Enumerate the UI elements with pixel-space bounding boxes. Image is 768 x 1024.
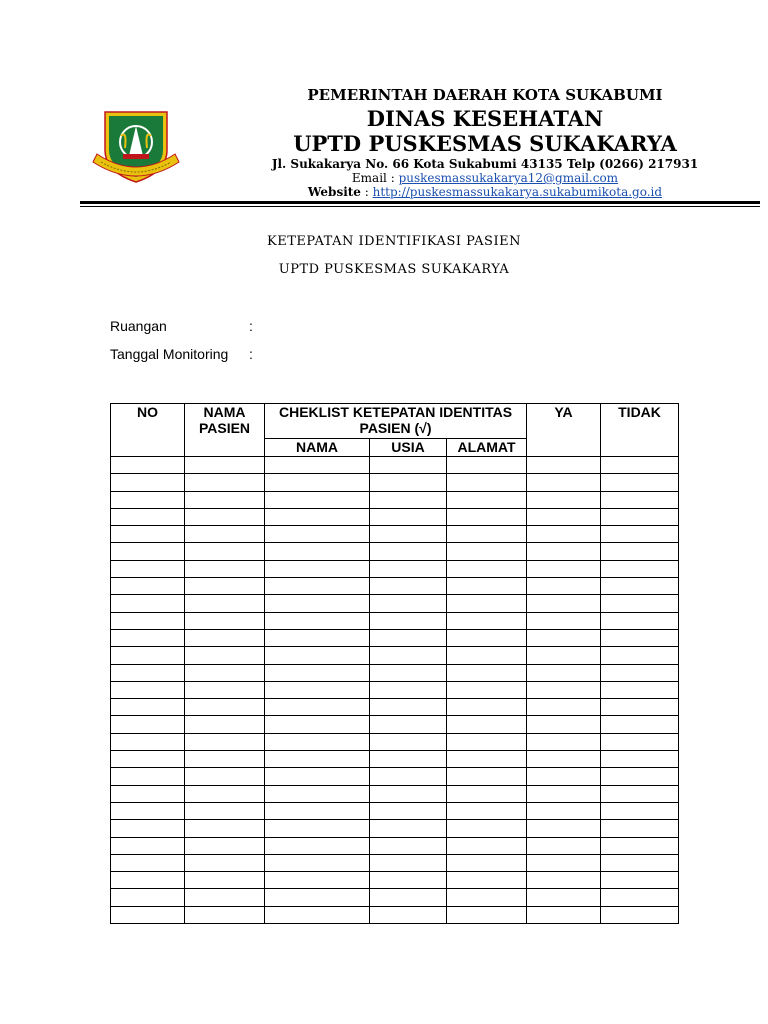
table-cell [185,647,265,664]
table-cell [265,681,370,698]
table-cell [111,508,185,525]
table-cell [447,768,527,785]
table-cell [185,699,265,716]
table-row [111,768,679,785]
document-subtitle: UPTD PUSKESMAS SUKAKARYA [278,262,510,277]
table-row [111,491,679,508]
table-cell [601,733,679,750]
table-cell [111,681,185,698]
table-cell [527,785,601,802]
table-cell [265,751,370,768]
table-cell [447,560,527,577]
table-cell [111,820,185,837]
table-cell [111,526,185,543]
table-cell [370,647,447,664]
table-cell [447,595,527,612]
table-cell [185,733,265,750]
table-cell [111,872,185,889]
table-cell [447,526,527,543]
table-cell [370,872,447,889]
table-cell [601,647,679,664]
table-cell [370,612,447,629]
table-cell [265,664,370,681]
table-cell [370,629,447,646]
header-divider-thin [80,206,760,207]
table-cell [370,681,447,698]
table-cell [447,751,527,768]
table-cell [370,699,447,716]
table-cell [447,837,527,854]
table-cell [527,854,601,871]
table-cell [265,629,370,646]
table-row [111,629,679,646]
table-cell [447,578,527,595]
table-cell [527,474,601,491]
table-cell [447,733,527,750]
field-label-tanggal-monitoring: Tanggal Monitoring [110,346,229,362]
table-cell [601,802,679,819]
table-cell [447,474,527,491]
table-cell [185,820,265,837]
table-cell [185,716,265,733]
table-cell [185,751,265,768]
table-cell [265,578,370,595]
table-cell [527,647,601,664]
table-cell [185,854,265,871]
table-cell [111,457,185,474]
table-cell [527,578,601,595]
table-row [111,578,679,595]
table-row [111,543,679,560]
table-cell [601,457,679,474]
table-cell [185,595,265,612]
table-cell [185,872,265,889]
table-cell [111,629,185,646]
table-cell [111,751,185,768]
email-link[interactable]: puskesmassukakarya12@gmail.com [398,171,619,185]
table-cell [111,543,185,560]
table-cell [265,508,370,525]
field-separator-ruangan: : [249,318,253,334]
table-cell [185,681,265,698]
table-row [111,560,679,577]
table-cell [265,802,370,819]
email-line [250,171,720,185]
department-name: DINAS KESEHATAN [366,106,604,131]
table-cell [527,889,601,906]
table-cell [370,491,447,508]
table-row [111,681,679,698]
table-cell [370,457,447,474]
table-cell [370,785,447,802]
header-no: NO [111,404,185,457]
table-cell [185,889,265,906]
table-cell [185,768,265,785]
table-cell [601,716,679,733]
table-row [111,699,679,716]
table-cell [527,768,601,785]
table-cell [370,820,447,837]
table-cell [370,854,447,871]
table-cell [370,543,447,560]
table-cell [111,733,185,750]
table-cell [111,854,185,871]
table-cell [265,560,370,577]
table-cell [601,508,679,525]
table-cell [265,733,370,750]
header-nama-pasien: NAMA PASIEN [185,404,265,457]
monitoring-table [110,403,679,924]
table-cell [601,889,679,906]
table-row [111,837,679,854]
table-cell [447,785,527,802]
subheader-nama: NAMA [265,439,370,457]
table-cell [370,664,447,681]
table-cell [370,526,447,543]
website-label: Website [307,185,361,199]
table-cell [265,837,370,854]
table-row [111,854,679,871]
table-cell [527,508,601,525]
table-cell [370,751,447,768]
table-cell [370,595,447,612]
table-cell [447,906,527,923]
field-label-ruangan: Ruangan [110,318,167,334]
table-cell [185,906,265,923]
table-cell [601,854,679,871]
website-link[interactable]: http://puskesmassukakarya.sukabumikota.go.id [372,185,663,199]
table-cell [185,578,265,595]
table-cell [111,491,185,508]
table-cell [370,508,447,525]
table-cell [111,595,185,612]
table-cell [265,526,370,543]
table-cell [447,872,527,889]
table-cell [265,820,370,837]
table-cell [527,837,601,854]
table-cell [601,785,679,802]
table-row [111,906,679,923]
table-cell [527,543,601,560]
table-cell [527,733,601,750]
table-cell [111,647,185,664]
table-row [111,508,679,525]
header-checklist: CHEKLIST KETEPATAN IDENTITAS PASIEN (√) [265,404,527,439]
kota-sukabumi-crest-icon [91,104,181,188]
table-cell [185,837,265,854]
header-divider-thick [80,201,760,204]
table-cell [447,854,527,871]
table-cell [527,629,601,646]
table-cell [601,768,679,785]
table-cell [447,681,527,698]
table-row [111,820,679,837]
table-cell [527,802,601,819]
table-cell [111,802,185,819]
table-cell [185,560,265,577]
table-cell [265,612,370,629]
table-cell [185,612,265,629]
table-cell [265,699,370,716]
table-cell [265,595,370,612]
table-cell [527,906,601,923]
table-cell [601,872,679,889]
subheader-usia: USIA [370,439,447,457]
table-row [111,474,679,491]
table-cell [601,612,679,629]
table-cell [601,699,679,716]
government-name: PEMERINTAH DAERAH KOTA SUKABUMI [307,86,663,104]
table-cell [601,491,679,508]
table-row [111,733,679,750]
table-cell [370,578,447,595]
table-cell [185,629,265,646]
table-cell [601,837,679,854]
table-cell [601,595,679,612]
table-cell [601,474,679,491]
table-cell [447,889,527,906]
table-cell [370,733,447,750]
table-cell [111,612,185,629]
table-cell [601,526,679,543]
table-cell [185,491,265,508]
table-cell [527,699,601,716]
table-cell [265,854,370,871]
table-cell [601,560,679,577]
table-cell [527,595,601,612]
table-cell [527,664,601,681]
table-cell [265,906,370,923]
table-cell [185,802,265,819]
table-row [111,612,679,629]
website-separator: : [360,185,373,199]
table-row [111,595,679,612]
table-cell [601,681,679,698]
table-row [111,872,679,889]
table-body [111,457,679,924]
table-row [111,751,679,768]
table-cell [527,612,601,629]
table-cell [370,560,447,577]
table-cell [447,699,527,716]
table-cell [111,474,185,491]
table-cell [601,906,679,923]
table-cell [370,716,447,733]
table-cell [265,647,370,664]
table-cell [111,785,185,802]
table-cell [370,768,447,785]
table-cell [265,457,370,474]
table-cell [111,560,185,577]
table-cell [265,716,370,733]
field-separator-tanggal-monitoring: : [249,346,253,362]
table-cell [447,647,527,664]
document-title: KETEPATAN IDENTIFIKASI PASIEN [267,234,521,249]
table-cell [447,457,527,474]
institution-name: UPTD PUSKESMAS SUKAKARYA [293,131,677,156]
table-cell [265,768,370,785]
table-row [111,457,679,474]
table-cell [447,491,527,508]
table-row [111,785,679,802]
table-cell [601,751,679,768]
table-cell [265,872,370,889]
table-cell [447,612,527,629]
table-cell [265,474,370,491]
table-cell [111,906,185,923]
table-cell [447,820,527,837]
table-cell [111,699,185,716]
table-cell [527,716,601,733]
table-cell [601,664,679,681]
table-cell [601,820,679,837]
table-cell [111,664,185,681]
table-cell [370,889,447,906]
header-ya: YA [527,404,601,457]
table-cell [185,474,265,491]
table-row [111,889,679,906]
table-cell [111,889,185,906]
table-cell [601,543,679,560]
table-cell [185,785,265,802]
table-row [111,716,679,733]
table-cell [265,785,370,802]
table-cell [527,820,601,837]
table-cell [185,508,265,525]
table-cell [370,906,447,923]
table-cell [447,629,527,646]
table-cell [185,457,265,474]
table-cell [447,802,527,819]
website-line [250,185,720,199]
table-row [111,647,679,664]
table-cell [185,526,265,543]
table-cell [370,802,447,819]
table-cell [185,543,265,560]
table-cell [265,491,370,508]
table-row [111,526,679,543]
table-cell [447,664,527,681]
email-label: Email : [351,171,399,185]
table-cell [527,526,601,543]
table-cell [527,560,601,577]
table-cell [265,543,370,560]
table-cell [601,578,679,595]
table-cell [601,629,679,646]
table-row [111,802,679,819]
table-cell [447,508,527,525]
table-cell [527,457,601,474]
table-cell [370,474,447,491]
table-cell [370,837,447,854]
table-cell [185,664,265,681]
table-cell [447,543,527,560]
table-row [111,664,679,681]
header-tidak: TIDAK [601,404,679,457]
subheader-alamat: ALAMAT [447,439,527,457]
table-cell [527,751,601,768]
address-line: Jl. Sukakarya No. 66 Kota Sukabumi 43135 Telp (0266) 217931 [271,157,699,171]
table-cell [527,872,601,889]
table-cell [111,716,185,733]
table-cell [447,716,527,733]
table-cell [111,578,185,595]
table-cell [527,681,601,698]
table-cell [111,768,185,785]
table-cell [265,889,370,906]
table-cell [527,491,601,508]
table-cell [111,837,185,854]
